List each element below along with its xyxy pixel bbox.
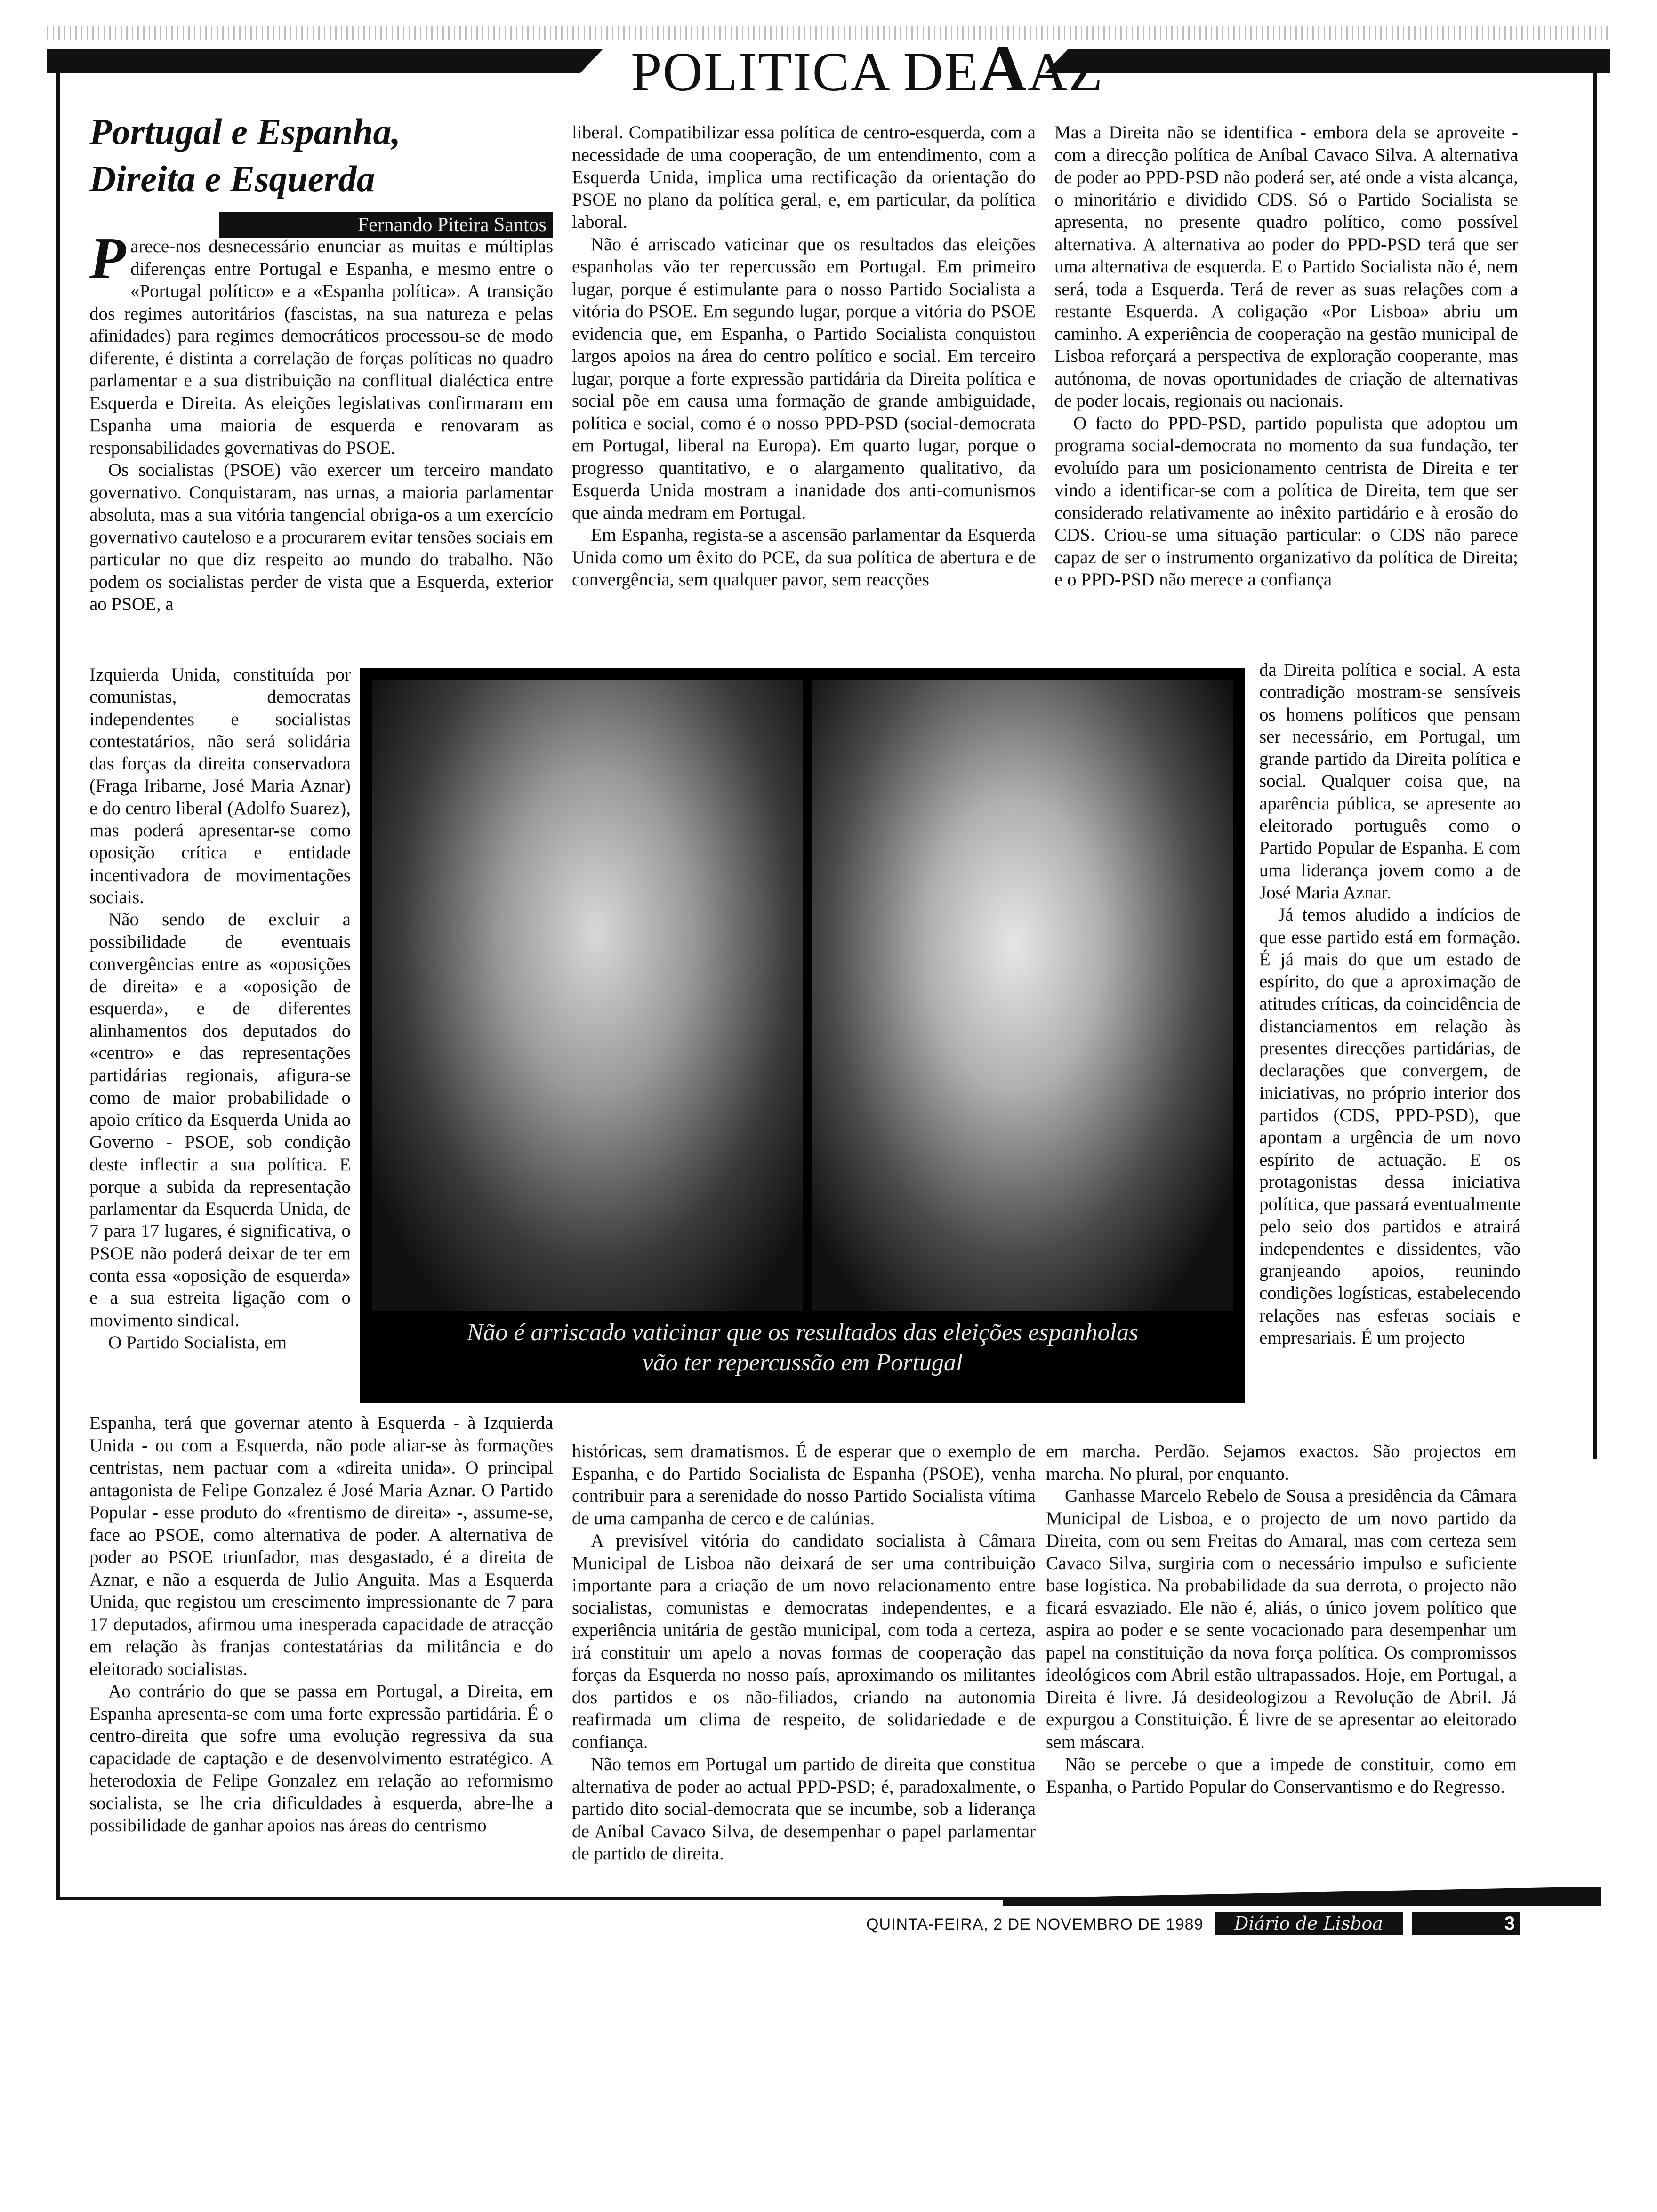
paragraph: Não se percebe o que a impede de constituir, como em Espanha, o Partido Popular do Conservantismo e do Regresso. bbox=[1046, 1754, 1517, 1797]
section-title-suffix: AZ bbox=[1027, 41, 1104, 103]
paragraph: em marcha. Perdão. Sejamos exactos. São projectos em marcha. No plural, por enquanto. bbox=[1046, 1441, 1517, 1484]
section-header bbox=[47, 21, 1610, 105]
paragraph: Já temos aludido a indícios de que esse partido está em formação. É já mais do que um estado de espírito, do que a aproximação de atitudes críticas, da coincidência de distanciamentos em relação às presentes direcções partidárias, de declarações que convergem, de iniciativas, no próprio interior dos partidos (CDS, PPD-PSD), que apontam a urgência de um novo espírito de actuação. E os protagonistas dessa iniciativa política, que passará eventualmente pelo seio dos partidos e atrairá independentes e dissidentes, vão granjeando apoios, reunindo condições logísticas, estabelecendo relações nas esferas sociais e empresariais. É um projecto bbox=[1259, 905, 1520, 1348]
column-3-narrow bbox=[1259, 659, 1520, 1349]
frame-left-rule bbox=[56, 71, 60, 1897]
column-2-top bbox=[572, 121, 1036, 591]
paragraph: Em Espanha, regista-se a ascensão parlamentar da Esquerda Unida como um êxito do PCE, da sua política de abertura e de convergência, sem qualquer pavor, sem reacções bbox=[572, 525, 1036, 590]
paragraph: Espanha, terá que governar atento à Esquerda - à Izquierda Unida - ou com a Esquerda, não pode aliar-se às formações centristas, nem pactuar com a «direita unida». O principal antagonista de Felipe Gonzalez é José Maria Aznar. O Partido Popular - esse produto do «frentismo de direita» -, assume-se, face ao PSOE, como alternativa de poder. A alternativa de poder ao PSOE triunfador, mas desgastado, é a direita de Aznar, e não a esquerda de Julio Anguita. Mas a Esquerda Unida, que registou um crescimento impressionante de 7 para 17 deputados, afirmou uma inesperada capacidade de atracção em relação às franjas contestatárias da militância e do eleitorado socialistas. bbox=[89, 1413, 553, 1679]
footer-date: QUINTA-FEIRA, 2 DE NOVEMBRO DE 1989 bbox=[866, 1915, 1204, 1933]
paragraph: liberal. Compatibilizar essa política de centro-esquerda, com a necessidade de uma cooperação, de um entendimento, com a Esquerda Unida, implica uma rectificação da orientação do PSOE no plano da política geral, e, em particular, da política laboral. bbox=[572, 122, 1036, 232]
headline-line-1: Portugal e Espanha, bbox=[89, 111, 401, 152]
column-3-top bbox=[1054, 121, 1518, 591]
paragraph: Não é arriscado vaticinar que os resultados das eleições espanholas vão ter repercussão em Portugal. Em primeiro lugar, porque é estimulante para o nosso Partido Socialista a vitória do PSOE. Em segundo lugar, porque a vitória do PSOE evidencia que, em Espanha, o Partido Socialista conquistou largos apoios na área do centro político e social. Em terceiro lugar, porque a forte expressão partidária da Direita política e social põe em causa uma formação de grande ambiguidade, política e social, como é o nosso PPD-PSD (social-democrata em Portugal, liberal na Europa). Em quarto lugar, porque o progresso quantitativo, e o alargamento qualitativo, da Esquerda Unida mostram a inanidade dos anti-comunismos que ainda medram em Portugal. bbox=[572, 234, 1036, 523]
article-headline bbox=[89, 108, 560, 202]
frame-right-rule bbox=[1593, 71, 1597, 1459]
paragraph-text: arece-nos desnecessário enunciar as muitas e múltiplas diferenças entre Portugal e Espanha, e mesmo entre o «Portugal político» e a «Espanha política». A transição dos regimes autoritários (fascistas, na sua natureza e pelas afinidades) para regimes democráticos processou-se de modo diferente, é distinta a correlação de forças políticas no quadro parlamentar e a sua distribuição na conflitual dialéctica entre Esquerda e Direita. As eleições legislativas confirmaram em Espanha uma maioria de esquerda e renovaram as responsabilidades governativas do PSOE. bbox=[89, 236, 553, 458]
photo-block bbox=[360, 668, 1245, 1403]
photo-portrait-right bbox=[812, 680, 1233, 1311]
photo-caption bbox=[360, 1318, 1245, 1378]
paragraph: Ao contrário do que se passa em Portugal, a Direita, em Espanha apresenta-se com uma forte expressão partidária. É o centro-direita que sofre uma evolução regressiva da sua capacidade de captação e de desenvolvimento estratégico. A heterodoxia de Felipe Gonzalez em relação ao reformismo socialista, se lhe cria dificuldades à esquerda, abre-lhe a possibilidade de ganhar apoios nas áreas do centrismo bbox=[89, 1681, 553, 1835]
page-number: 3 bbox=[1412, 1912, 1520, 1935]
header-bar-left bbox=[47, 49, 603, 73]
paragraph: Ganhasse Marcelo Rebelo de Sousa a presidência da Câmara Municipal de Lisboa, e o projecto de um novo partido da Direita, com ou sem Freitas do Amaral, mas com certeza sem Cavaco Silva, surgiria com o necessário impulso e suficiente base logística. Na probabilidade da sua derrota, o projecto não ficará esvaziado. Ele não é, aliás, o único jovem político que aspira ao poder e se sente vocacionado para desempenhar um papel na constituição da nova força política. Os compromissos ideológicos com Abril estão ultrapassados. Hoje, em Portugal, a Direita é livre. Já desideologizou a Revolução de Abril. Já expurgou a Constituição. É livre de se apresentar ao eleitorado sem máscara. bbox=[1046, 1486, 1517, 1752]
paragraph: Izquierda Unida, constituída por comunistas, democratas independentes e socialistas contestatários, não será solidária das forças da direita conservadora (Fraga Iribarne, José Maria Aznar) e do centro liberal (Adolfo Suarez), mas poderá apresentar-se como oposição crítica e entidade incentivadora de movimentações sociais. bbox=[89, 665, 351, 907]
paragraph: Os socialistas (PSOE) vão exercer um terceiro mandato governativo. Conquistaram, nas urnas, a maioria parlamentar absoluta, mas a sua vitória tangencial obriga-os a um exercício governativo cauteloso e a procurarem evitar tensões sociais em particular no que diz respeito ao mundo do trabalho. Não podem os socialistas perder de vista que a Esquerda, exterior ao PSOE, a bbox=[89, 460, 553, 614]
section-title bbox=[631, 31, 1104, 105]
caption-line-2: vão ter repercussão em Portugal bbox=[642, 1349, 963, 1376]
section-title-big: A bbox=[979, 32, 1028, 105]
column-3-bottom bbox=[1046, 1440, 1517, 1798]
headline-line-2: Direita e Esquerda bbox=[89, 158, 375, 199]
column-2-bottom bbox=[572, 1440, 1036, 1865]
photo-portrait-left bbox=[372, 680, 803, 1311]
paragraph: históricas, sem dramatismos. É de esperar que o exemplo de Espanha, e do Partido Socialista de Espanha (PSOE), venha contribuir para a serenidade do nosso Partido Socialista vítima de uma campanha de cerco e de calúnias. bbox=[572, 1441, 1036, 1529]
byline: Fernando Piteira Santos bbox=[219, 212, 553, 238]
paragraph: da Direita política e social. A esta contradição mostram-se sensíveis os homens políticos que pensam ser necessário, em Portugal, um grande partido da Direita política e social. Qualquer coisa que, na aparência pública, se apresente ao eleitorado português como o Partido Popular de Espanha. E com uma liderança jovem como a de José Maria Aznar. bbox=[1259, 660, 1520, 903]
newspaper-logo: Diário de Lisboa bbox=[1215, 1912, 1403, 1935]
dropcap: P bbox=[89, 226, 126, 291]
paragraph: Não sendo de excluir a possibilidade de eventuais convergências entre as «oposições de direita» e a «oposição de esquerda», e de diferentes alinhamentos dos deputados do «centro» e das representações partidárias regionais, afigura-se como de maior probabilidade o apoio crítico da Esquerda Unida ao Governo - PSOE, sob condição deste inflectir a sua política. E porque a subida da representação parlamentar da Esquerda Unida, de 7 para 17 lugares, é significativa, o PSOE não poderá deixar de ter em conta essa «oposição de esquerda» e a sua estreita ligação com o movimento sindical. bbox=[89, 909, 351, 1330]
caption-line-1: Não é arriscado vaticinar que os resultados das eleições espanholas bbox=[467, 1319, 1139, 1346]
bottom-rule bbox=[56, 1897, 1144, 1900]
column-1-narrow bbox=[89, 664, 351, 1354]
paragraph: O facto do PPD-PSD, partido populista que adoptou um programa social-democrata no momento da sua fundação, ter evoluído para um posicionamento centrista de Direita e ter vindo a identificar-se com a política de Direita, tem que ser considerado relativamente ao inêxito partidário e à erosão do CDS. Criou-se uma situação particular: o CDS não parece capaz de ser o instrumento organizativo da política de Direita; e o PPD-PSD não merece a confiança bbox=[1054, 413, 1518, 590]
section-title-prefix: POLITICA DE bbox=[631, 41, 979, 103]
header-bar-right bbox=[1045, 49, 1610, 73]
column-1-bottom bbox=[89, 1412, 553, 1837]
paragraph bbox=[89, 226, 553, 459]
paragraph: Não temos em Portugal um partido de direita que constitua alternativa de poder ao actual PPD-PSD; é, paradoxalmente, o partido dito social-democrata que se incumbe, sob a liderança de Aníbal Cavaco Silva, de desempenhar o papel parlamentar de partido de direita. bbox=[572, 1754, 1036, 1864]
column-1-top bbox=[89, 226, 553, 616]
paragraph: A previsível vitória do candidato socialista à Câmara Municipal de Lisboa não deixará de ser uma contribuição importante para a criação de um novo relacionamento entre socialistas, comunistas e democratas independentes, e a experiência unitária de gestão municipal, com toda a certeza, irá constituir um apelo a novas formas de cooperação das forças da Esquerda no nosso país, aproximando os militantes dos partidos e os não-filiados, criando na autonomia reafirmada um clima de respeito, de solidariedade e de confiança. bbox=[572, 1531, 1036, 1752]
paragraph: O Partido Socialista, em bbox=[108, 1332, 287, 1353]
paragraph: Mas a Direita não se identifica - embora dela se aproveite - com a direcção política de Aníbal Cavaco Silva. A alternativa de poder ao PPD-PSD não poderá ser, até onde a vista alcança, o minoritário e dividido CDS. Só o Partido Socialista se apresenta, no presente quadro político, como possível alternativa. A alternativa ao poder do PPD-PSD terá que ser uma alternativa de esquerda. E o Partido Socialista não é, nem será, toda a Esquerda. Terá de rever as suas relações com a restante Esquerda. A coligação «Por Lisboa» abriu um caminho. A experiência de cooperação na gestão municipal de Lisboa reforçará a perspectiva de exploração cooperante, mas autónoma, de novas oportunidades de criação de alternativas de poder locais, regionais ou nacionais. bbox=[1054, 122, 1518, 411]
